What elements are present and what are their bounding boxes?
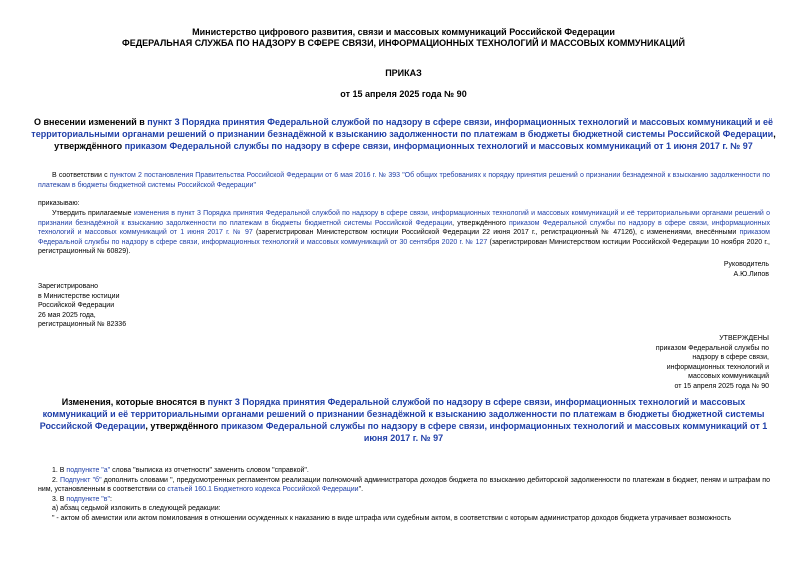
- approved-block: [589, 334, 769, 391]
- signature-role: Руководитель: [723, 261, 769, 268]
- preamble-paragraph: [38, 171, 770, 190]
- approval-link-changes[interactable]: изменения в пункт 3 Порядка принятия Федеральной службой по надзору в сфере связи, информационных технологий и массовых коммуникаций и её территориальными органами решений о признании безнадёжной к взысканию задолженности по платежам в бюджеты бюджетной системы Российской Федерации: [38, 210, 770, 227]
- registration-line: в Министерстве юстиции: [38, 292, 120, 300]
- item-text: дополнить словами ", предусмотренных регламентом реализации полномочий администратора доходов бюджета по взысканию дебиторской задолженности по платежам в бюджет, пеням и штрафам по ним, установленным в соответствии со: [38, 476, 770, 493]
- document-header: [0, 27, 807, 49]
- preamble-text: В соответствии с: [52, 172, 110, 179]
- approval-paragraph: [38, 209, 770, 257]
- service-name: ФЕДЕРАЛЬНАЯ СЛУЖБА ПО НАДЗОРУ В СФЕРЕ СВЯЗИ, ИНФОРМАЦИОННЫХ ТЕХНОЛОГИЙ И МАССОВЫХ КОММУНИКАЦИЙ: [122, 38, 685, 48]
- changes-title-middle: , утверждённого: [145, 421, 221, 431]
- registration-date: 26 мая 2025 года,: [38, 311, 96, 319]
- document-date: от 15 апреля 2025 года № 90: [340, 89, 467, 99]
- approval-text-end: (зарегистрирован Министерством юстиции Российской Федерации 10 ноября 2020 г., регистрационный № 60829).: [38, 238, 770, 255]
- approved-line: массовых коммуникаций: [688, 373, 769, 380]
- item-text: 1. В: [52, 467, 67, 474]
- changes-title-link-order[interactable]: приказом Федеральной службы по надзору в сфере связи, информационных технологий и массовых коммуникаций от 1 июня 2017 г. № 97: [220, 421, 768, 443]
- item-link-subpoint-a[interactable]: подпункте "а": [66, 467, 111, 474]
- item-link-subpoint-v[interactable]: подпункте "в": [66, 495, 110, 503]
- title-link-procedure[interactable]: пункт 3 Порядка принятия Федеральной службой по надзору в сфере связи, информационных технологий и массовых коммуникаций и её территориальными органами решений о признании безнадёжной к взысканию задолженности по платежам в бюджеты бюджетной системы Российской Федерации: [31, 117, 774, 139]
- list-item: [38, 476, 770, 495]
- title-link-order[interactable]: приказом Федеральной службы по надзору в сфере связи, информационных технологий и массовых коммуникаций от 1 июня 2017 г. № 97: [124, 141, 753, 151]
- preamble-link-resolution[interactable]: пунктом 2 постановления Правительства Российской Федерации от 6 мая 2016 г. № 393 "Об общих требованиях к порядку принятия решений о признании безнадежной к взысканию задолженности по платежам в бюджеты бюджетной системы Российской Федерации": [38, 172, 771, 189]
- item-text: :: [109, 495, 112, 503]
- ministry-name: Министерство цифрового развития, связи и массовых коммуникаций Российской Федерации: [192, 27, 615, 37]
- list-item: [38, 495, 770, 505]
- approval-text-mid2: (зарегистрирован Министерством юстиции Российской Федерации 22 июня 2017 г., регистрационный № 47126), с изменениями, внесёнными: [252, 229, 740, 236]
- signature-block: [569, 260, 769, 279]
- registration-number: регистрационный № 82336: [38, 321, 127, 328]
- approval-text: Утвердить прилагаемые: [52, 210, 134, 217]
- list-item: " - актом об амнистии или актом помилования в отношении осужденных к наказанию в виде штрафа или судебным актом, в соответствии с которым администратор доходов бюджета утрачивает возможность: [52, 514, 731, 522]
- item-text: ".: [358, 486, 364, 493]
- changes-title-link-procedure[interactable]: пункт 3 Порядка принятия Федеральной службой по надзору в сфере связи, информационных технологий и массовых коммуникаций и её территориальными органами решений о признании безнадёжной к взысканию задолженности по платежам в бюджеты бюджетной системы Российской Федерации: [39, 397, 765, 431]
- approved-line: надзору в сфере связи,: [692, 354, 769, 361]
- item-link-subpoint-b[interactable]: Подпункт "б": [60, 476, 102, 484]
- changes-list: [38, 466, 770, 523]
- approval-link-order-127[interactable]: приказом Федеральной службы по надзору в сфере связи, информационных технологий и массовых коммуникаций от 30 сентября 2020 г. № 127: [38, 229, 770, 246]
- approved-line: информационных технологий и: [666, 363, 769, 371]
- list-item: а) абзац седьмой изложить в следующей редакции:: [52, 505, 221, 512]
- approved-line: приказом Федеральной службы по: [655, 344, 769, 352]
- approved-heading: УТВЕРЖДЕНЫ: [719, 335, 769, 342]
- document-title: [30, 116, 777, 152]
- approval-text-mid1: , утверждённого: [452, 219, 510, 227]
- title-text: О внесении изменений в: [34, 117, 148, 127]
- registration-block: [38, 282, 238, 330]
- item-text: 2.: [52, 476, 61, 484]
- signature-name: А.Ю.Липов: [733, 270, 769, 278]
- order-word: приказываю:: [38, 200, 80, 207]
- approval-link-order-97[interactable]: приказом Федеральной службы по надзору в сфере связи, информационных технологий и массовых коммуникаций от 1 июня 2017 г. № 97: [38, 219, 770, 236]
- changes-title: [30, 396, 777, 444]
- document-type: ПРИКАЗ: [385, 68, 422, 78]
- registration-line: Российской Федерации: [38, 302, 115, 309]
- item-text: слова "выписка из отчетности" заменить словом "справкой".: [110, 467, 309, 474]
- item-link-budget-code[interactable]: статьей 160.1 Бюджетного кодекса Российской Федерации: [167, 486, 359, 493]
- list-item: [38, 466, 770, 476]
- registration-line: Зарегистрировано: [38, 283, 98, 290]
- item-text: 3. В: [52, 495, 67, 503]
- title-text-middle: , утверждённого: [54, 129, 776, 151]
- approved-line: от 15 апреля 2025 года № 90: [674, 382, 769, 390]
- changes-title-text: Изменения, которые вносятся в: [61, 397, 208, 407]
